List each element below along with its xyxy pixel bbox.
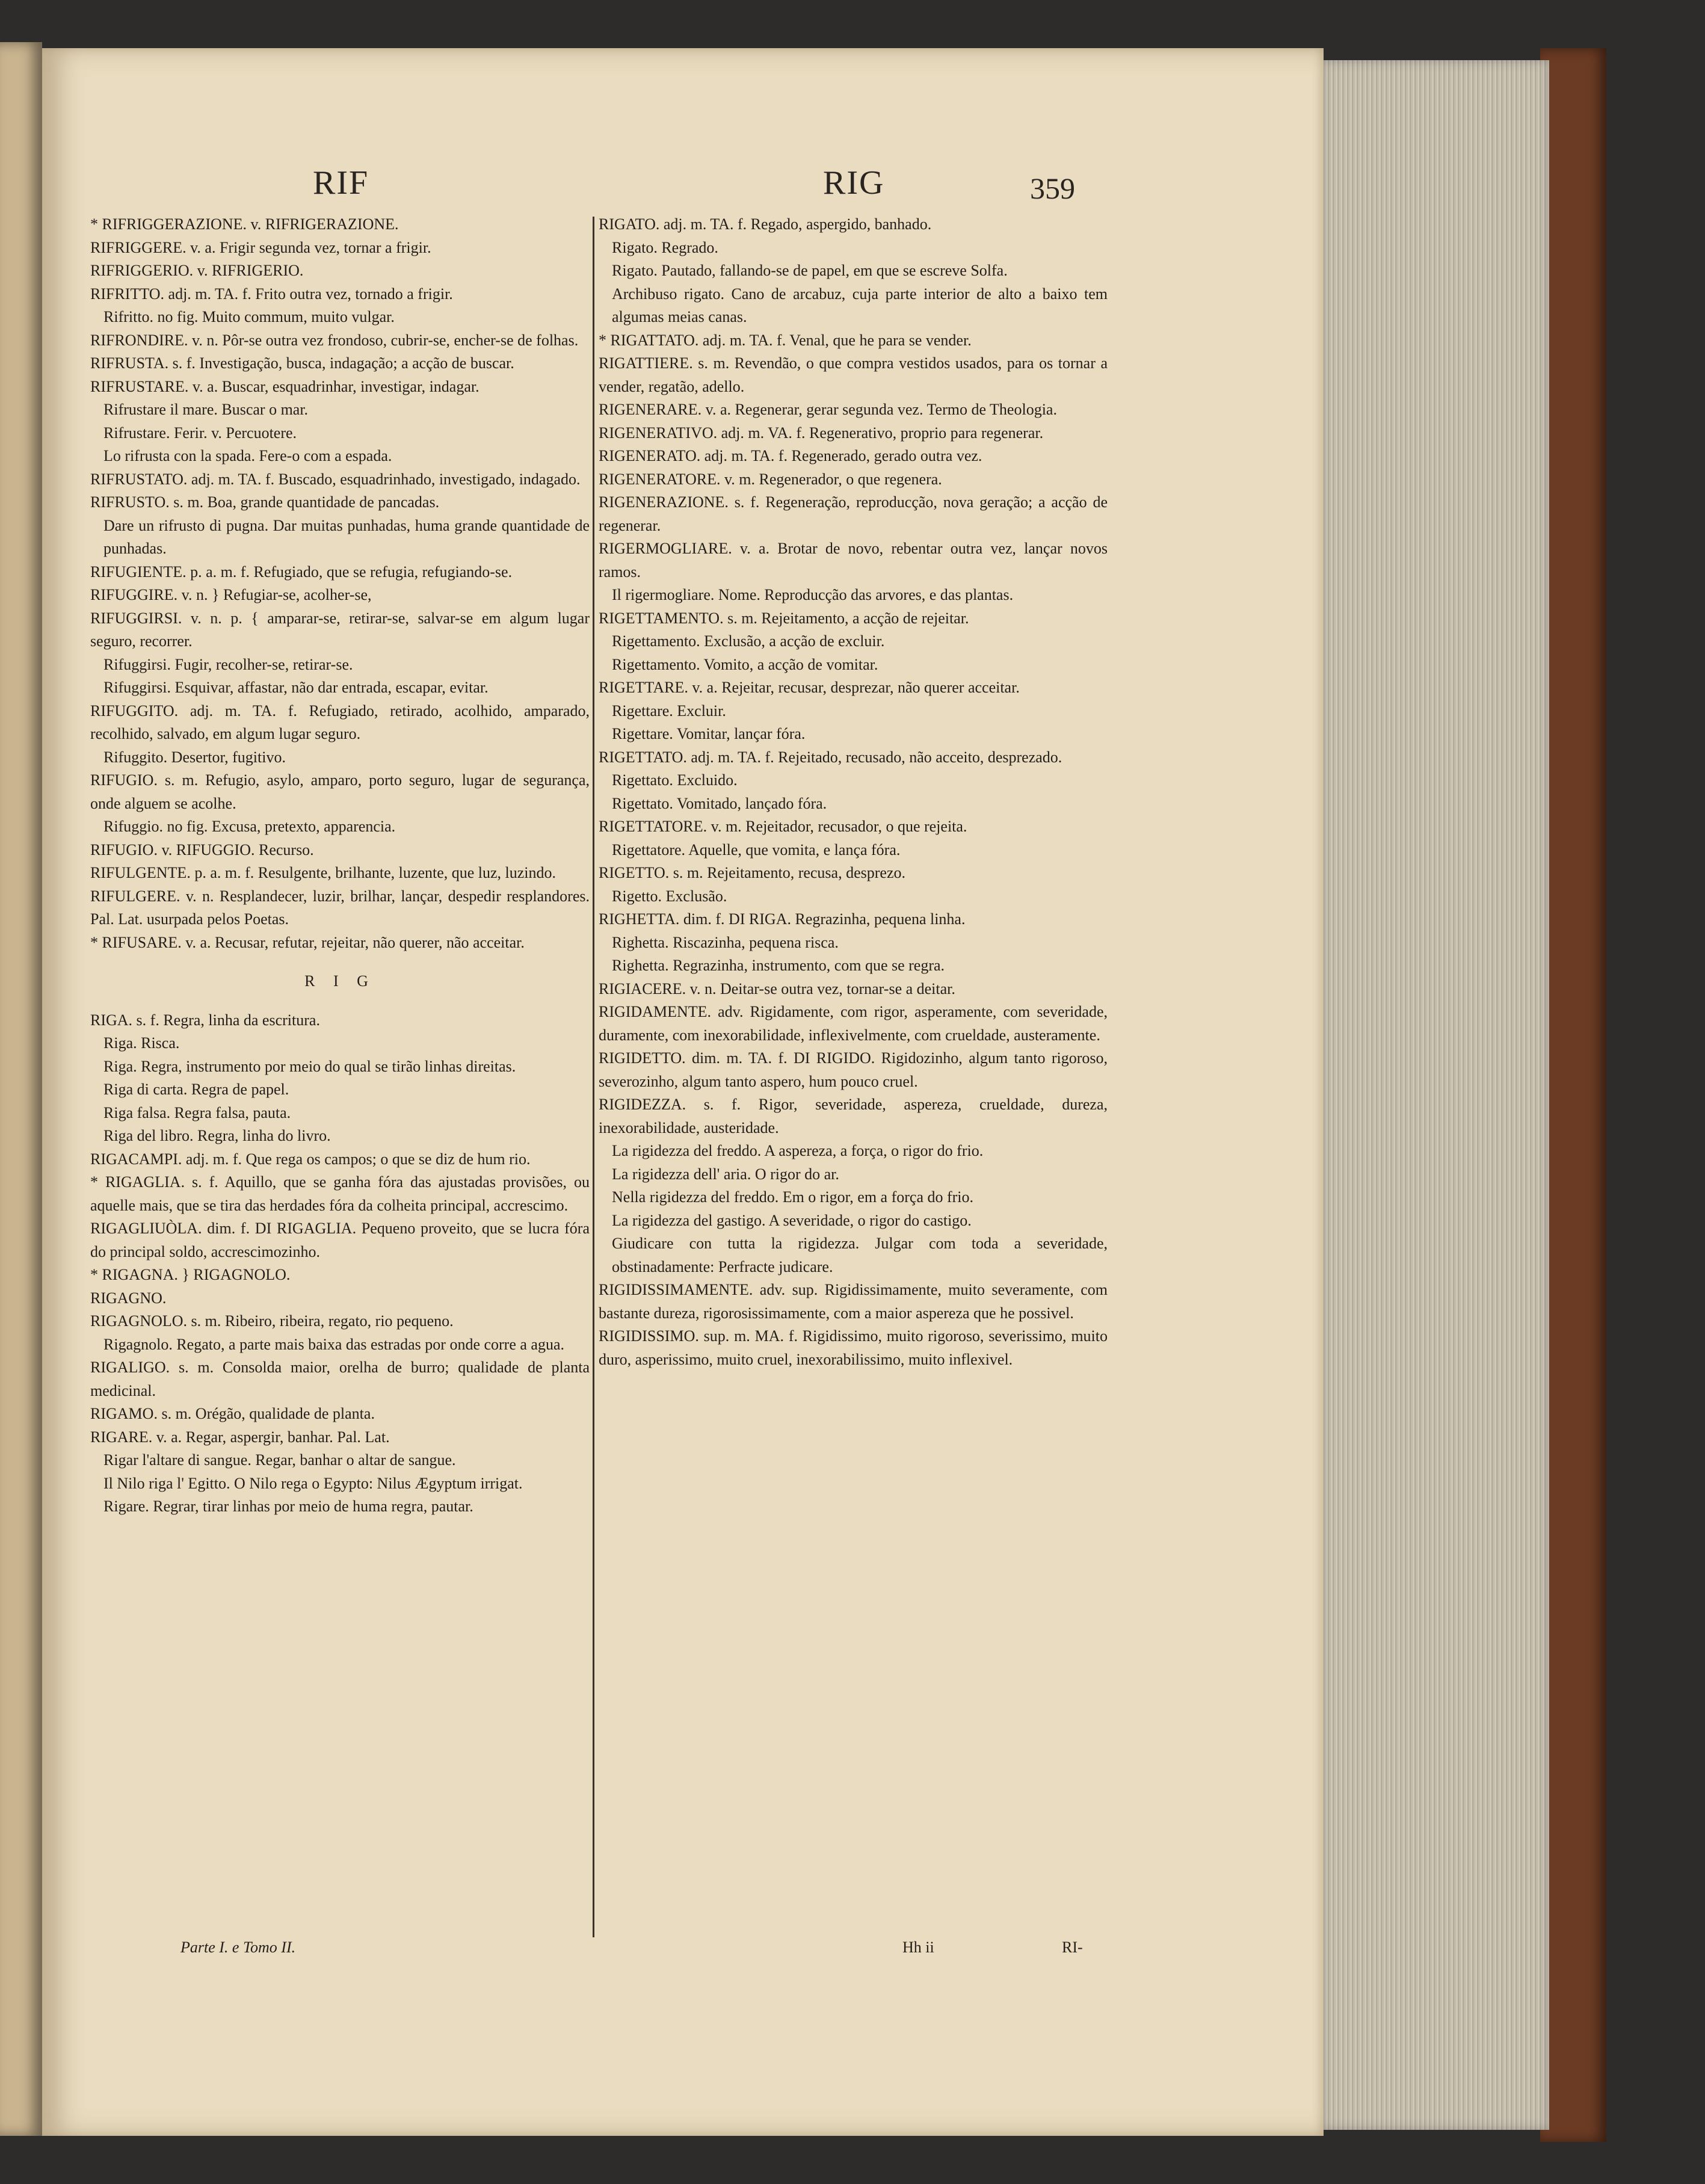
sub-entry: Rigar l'altare di sangue. Regar, banhar o altar de sangue. [103,1451,456,1469]
dictionary-entry: RIFRITTO. adj. m. TA. f. Frito outra vez, tornado a frigir. [90,285,453,303]
sub-entry: La rigidezza del gastigo. A severidade, o rigor do castigo. [612,1211,972,1229]
sub-entry: Il rigermogliare. Nome. Reproducção das arvores, e das plantas. [612,586,1014,603]
sub-entry: La rigidezza del freddo. A aspereza, a força, o rigor do frio. [612,1142,984,1159]
sub-entry: Riga di carta. Regra de papel. [103,1081,289,1098]
dictionary-entry: RIGENERATO. adj. m. TA. f. Regenerado, gerado outra vez. [599,447,982,464]
sub-entry: Dare un rifrusto di pugna. Dar muitas punhadas, huma grande quantidade de punhadas. [103,516,590,557]
sub-entry: Nella rigidezza del freddo. Em o rigor, em a força do frio. [612,1188,974,1206]
dictionary-entry: RIFRONDIRE. v. n. Pôr-se outra vez frondoso, cubrir-se, encher-se de folhas. [90,331,579,349]
dictionary-entry: RIGENERARE. v. a. Regenerar, gerar segunda vez. Termo de Theologia. [599,401,1057,418]
dictionary-entry: RIGIDISSIMO. sup. m. MA. f. Rigidissimo, muito rigoroso, severissimo, muito duro, asperissimo, muito cruel, inexorabilissimo, muito inflexivel. [599,1327,1108,1368]
dictionary-entry: * RIGAGNA. } RIGAGNOLO. [90,1266,291,1283]
sub-entry: Lo rifrusta con la spada. Fere-o com a espada. [103,447,392,464]
sub-entry: Rigettato. Excluido. [612,771,738,789]
page-edges [1321,60,1549,2130]
dictionary-entry: RIFRUSTARE. v. a. Buscar, esquadrinhar, investigar, indagar. [90,377,479,395]
dictionary-entry: RIGIDETTO. dim. m. TA. f. DI RIGIDO. Rigidozinho, algum tanto rigoroso, severozinho, algum tanto aspero, hum pouco cruel. [599,1049,1108,1090]
sub-entry: Rigato. Pautado, fallando-se de papel, em que se escreve Solfa. [612,262,1008,279]
dictionary-entry: RIGATTIERE. s. m. Revendão, o que compra vestidos usados, para os tornar a vender, regatão, adello. [599,354,1108,395]
dictionary-entry: RIGETTATORE. v. m. Rejeitador, recusador, o que rejeita. [599,818,967,835]
sub-entry: Archibuso rigato. Cano de arcabuz, cuja parte interior de alto a baixo tem algumas meias canas. [612,285,1108,325]
dictionary-entry: RIFUGIO. s. m. Refugio, asylo, amparo, porto seguro, lugar de segurança, onde alguem se acolhe. [90,771,590,812]
dictionary-entry: RIGERMOGLIARE. v. a. Brotar de novo, rebentar outra vez, lançar novos ramos. [599,540,1108,581]
sub-entry: Rigettare. Vomitar, lançar fóra. [612,725,806,742]
sub-entry: Rigare. Regrar, tirar linhas por meio de huma regra, pautar. [103,1498,473,1515]
catchword: RI- [1062,1939,1083,1956]
dictionary-entry: RIFRIGGERIO. v. RIFRIGERIO. [90,262,304,279]
sub-entry: Rigetto. Exclusão. [612,887,727,905]
dictionary-entry: RIGENERATORE. v. m. Regenerador, o que regenera. [599,470,942,488]
signature-line: Parte I. e Tomo II. [180,1939,296,1956]
dictionary-entry: RIGAGNO. [90,1289,167,1307]
dictionary-entry: RIFUGIO. v. RIFUGGIO. Recurso. [90,841,314,859]
section-heading: R I G [304,972,375,990]
sub-entry: Rifritto. no fig. Muito commum, muito vulgar. [103,308,395,325]
sub-entry: Righetta. Regrazinha, instrumento, com que se regra. [612,957,945,974]
dictionary-entry: RIGENERATIVO. adj. m. VA. f. Regenerativo, proprio para regenerar. [599,424,1044,442]
sub-entry: Rigettare. Excluir. [612,702,726,720]
dictionary-entry: RIGETTATO. adj. m. TA. f. Rejeitado, recusado, não acceito, desprezado. [599,748,1062,766]
sub-entry: Rigettamento. Exclusão, a acção de excluir. [612,632,885,650]
sub-entry: Rigettatore. Aquelle, que vomita, e lança fóra. [612,841,901,859]
signature-mark: Hh ii [902,1939,934,1956]
sub-entry: Rigettamento. Vomito, a acção de vomitar. [612,655,878,673]
dictionary-entry: RIFRUSTO. s. m. Boa, grande quantidade de pancadas. [90,493,440,511]
sub-entry: Rigato. Regrado. [612,238,718,256]
dictionary-entry: RIGETTARE. v. a. Rejeitar, recusar, desprezar, não querer acceitar. [599,679,1020,696]
dictionary-entry: RIFULGENTE. p. a. m. f. Resulgente, brilhante, luzente, que luz, luzindo. [90,864,557,881]
dictionary-entry: RIGARE. v. a. Regar, aspergir, banhar. Pal. Lat. [90,1428,390,1446]
dictionary-entry: RIFRIGGERE. v. a. Frigir segunda vez, tornar a frigir. [90,238,431,256]
dictionary-entry: RIGAGNOLO. s. m. Ribeiro, ribeira, regato, rio pequeno. [90,1312,454,1330]
sub-entry: Rifrustare il mare. Buscar o mar. [103,401,309,418]
book-cover [1540,48,1606,2142]
dictionary-entry: RIGHETTA. dim. f. DI RIGA. Regrazinha, pequena linha. [599,910,966,928]
sub-entry: Riga falsa. Regra falsa, pauta. [103,1103,291,1121]
dictionary-entry: RIGIDAMENTE. adv. Rigidamente, com rigor, asperamente, com severidade, duramente, com inexorabilidade, inflexivelmente, com crueldade, austeramente. [599,1003,1108,1044]
dictionary-entry: RIGETTO. s. m. Rejeitamento, recusa, desprezo. [599,864,905,881]
dictionary-entry: RIGAGLIUÒLA. dim. f. DI RIGAGLIA. Pequeno proveito, que se lucra fóra do principal soldo, accrescimozinho. [90,1220,590,1260]
sub-entry: Rigettato. Vomitado, lançado fóra. [612,794,827,812]
running-head-left: RIF [313,164,369,202]
dictionary-entry: RIGAMO. s. m. Orégão, qualidade de planta. [90,1405,375,1422]
dictionary-entry: RIGACAMPI. adj. m. f. Que rega os campos; o que se diz de hum rio. [90,1150,531,1168]
dictionary-entry: RIGALIGO. s. m. Consolda maior, orelha de burro; qualidade de planta medicinal. [90,1359,590,1399]
dictionary-entry: RIFRUSTATO. adj. m. TA. f. Buscado, esquadrinhado, investigado, indagado. [90,470,581,488]
right-column [599,213,1108,1371]
sub-entry: Riga. Risca. [103,1034,180,1052]
sub-entry: Riga del libro. Regra, linha do livro. [103,1127,331,1144]
sub-entry: Il Nilo riga l' Egitto. O Nilo rega o Egypto: Nilus Ægyptum irrigat. [103,1474,523,1492]
sub-entry: Rigagnolo. Regato, a parte mais baixa das estradas por onde corre a agua. [103,1335,564,1353]
sub-entry: Rifuggirsi. Fugir, recolher-se, retirar-se. [103,655,353,673]
facing-page-edge [0,42,42,2136]
column-rule [593,217,594,1937]
dictionary-entry: RIFUGGIRSI. v. n. p. { amparar-se, retirar-se, salvar-se em algum lugar seguro, recorrer. [90,609,590,650]
left-column [90,213,590,1519]
sub-entry: Righetta. Riscazinha, pequena risca. [612,933,839,951]
dictionary-entry: RIGENERAZIONE. s. f. Regeneração, reproducção, nova geração; a acção de regenerar. [599,493,1108,534]
dictionary-entry: RIGA. s. f. Regra, linha da escritura. [90,1011,320,1029]
sub-entry: Riga. Regra, instrumento por meio do qual se tirão linhas direitas. [103,1057,516,1075]
sub-entry: Rifuggio. no fig. Excusa, pretexto, apparencia. [103,818,396,835]
dictionary-entry: RIFULGERE. v. n. Resplandecer, luzir, brilhar, lançar, despedir resplandores. Pal. Lat. usurpada pelos Poetas. [90,887,590,928]
running-head-center: RIG [823,164,885,202]
sub-entry: La rigidezza dell' aria. O rigor do ar. [612,1165,839,1183]
dictionary-entry: RIGATO. adj. m. TA. f. Regado, aspergido, banhado. [599,215,932,233]
sub-entry: Rifuggito. Desertor, fugitivo. [103,748,286,766]
dictionary-entry: * RIFUSARE. v. a. Recusar, refutar, rejeitar, não querer, não acceitar. [90,933,525,951]
dictionary-entry: RIFUGGITO. adj. m. TA. f. Refugiado, retirado, acolhido, amparado, recolhido, salvado, em algum lugar seguro. [90,702,590,742]
sub-entry: Rifuggirsi. Esquivar, affastar, não dar entrada, escapar, evitar. [103,679,489,696]
dictionary-entry: RIGIACERE. v. n. Deitar-se outra vez, tornar-se a deitar. [599,979,955,998]
page-number: 359 [1030,171,1075,205]
dictionary-entry: RIGIDISSIMAMENTE. adv. sup. Rigidissimamente, muito severamente, com bastante dureza, rigorosissimamente, com a maior aspereza que he possivel. [599,1281,1108,1322]
dictionary-entry: * RIGATTATO. adj. m. TA. f. Venal, que he para se vender. [599,331,972,349]
dictionary-entry: * RIGAGLIA. s. f. Aquillo, que se ganha fóra das ajustadas provisões, ou aquelle mais, que se tira das herdades fóra da colheita principal, accrescimo. [90,1173,590,1214]
sub-entry: Giudicare con tutta la rigidezza. Julgar com toda a severidade, obstinadamente: Perfracte judicare. [612,1235,1108,1276]
dictionary-entry: RIGIDEZZA. s. f. Rigor, severidade, aspereza, crueldade, dureza, inexorabilidade, austeridade. [599,1096,1108,1137]
dictionary-entry: RIGETTAMENTO. s. m. Rejeitamento, a acção de rejeitar. [599,609,969,627]
dictionary-entry: RIFUGGIRE. v. n. } Refugiar-se, acolher-se, [90,586,372,603]
dictionary-entry: RIFRUSTA. s. f. Investigação, busca, indagação; a acção de buscar. [90,354,514,372]
sub-entry: Rifrustare. Ferir. v. Percuotere. [103,424,297,442]
dictionary-entry: RIFUGIENTE. p. a. m. f. Refugiado, que se refugia, refugiando-se. [90,563,513,581]
dictionary-entry: * RIFRIGGERAZIONE. v. RIFRIGERAZIONE. [90,215,399,233]
